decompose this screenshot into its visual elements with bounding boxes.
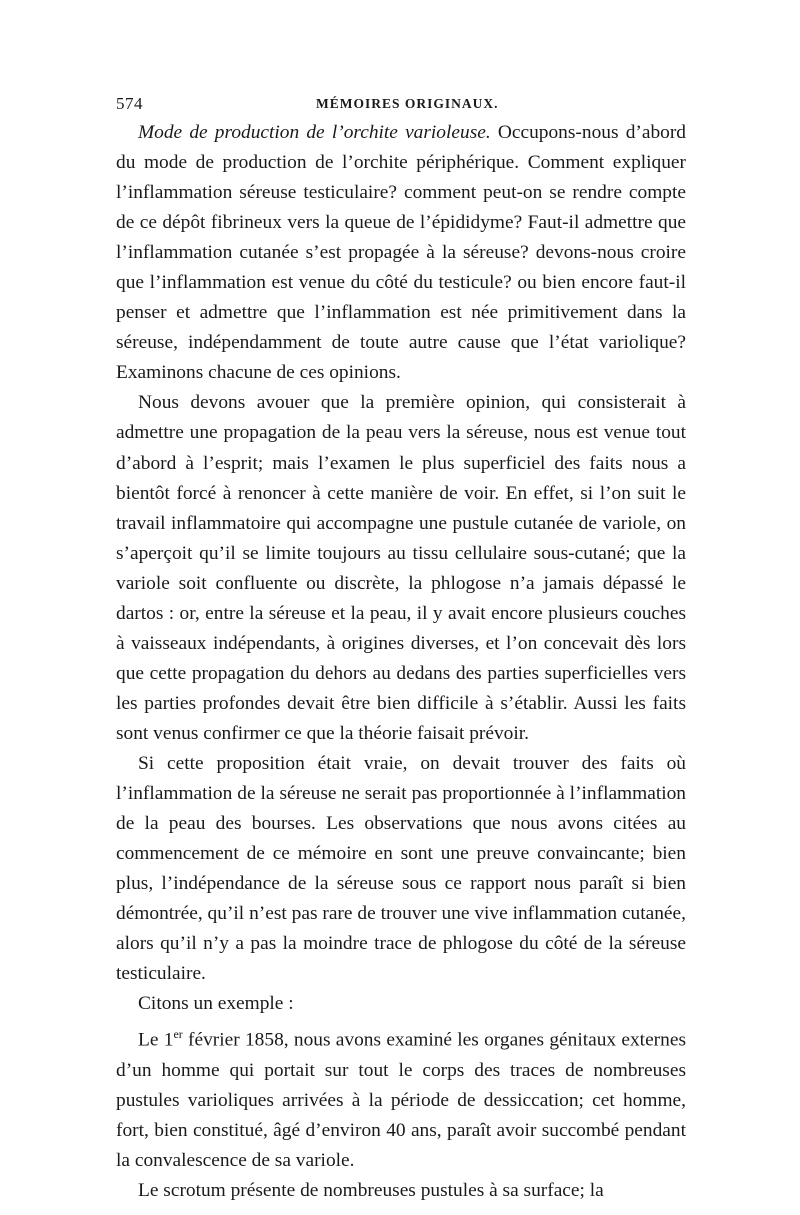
paragraph-1 — [116, 118, 686, 388]
paragraph-4: Citons un exemple : — [138, 993, 294, 1015]
running-title: MÉMOIRES ORIGINAUX. — [316, 96, 499, 111]
book-page — [116, 92, 686, 1206]
example-ordinal-suffix: er — [173, 1027, 183, 1042]
example-ordinal-number: 1 — [163, 1029, 174, 1051]
paragraph-2: Nous devons avouer que la première opinion, qui consisterait à admettre une propagation de la peau vers la séreuse, nous est venue tout d’abord à l’esprit; mais l’examen le plus superficiel des faits nous a bientôt forcé à renoncer à cette manière de voir. En effet, si l’on suit le travail inflammatoire qui accompagne une pustule cutanée de variole, on s’aperçoit qu’il se limite toujours au tissu cellulaire sous-cutané; que la variole soit confluente ou discrète, la phlogose n’a jamais dépassé le dartos : or, entre la séreuse et la peau, il y avait encore plusieurs couches à vaisseaux indépendants, à origines diverses, et l’on concevait dès lors que cette propagation du dehors au dedans des parties superficielles vers les parties profondes devait être bien difficile à s’établir. Aussi les faits sont venus confirmer ce que la théorie faisait prévoir. — [116, 392, 686, 744]
running-head — [116, 92, 686, 118]
page-number: 574 — [116, 94, 143, 113]
paragraph-6: Le scrotum présente de nombreuses pustules à sa surface; la — [138, 1180, 604, 1202]
paragraph-3: Si cette proposition était vraie, on devait trouver des faits où l’inflammation de la séreuse ne serait pas proportionnée à l’inflammation de la peau des bourses. Les observations que nous avons citées au commencement de ce mémoire en sont une preuve convaincante; bien plus, l’indépendance de la séreuse sous ce rapport nous paraît si bien démontrée, qu’il n’est pas rare de trouver une vive inflammation cutanée, alors qu’il n’y a pas la moindre trace de phlogose du côté de la séreuse testiculaire. — [116, 752, 686, 985]
paragraph-5 — [116, 1019, 686, 1176]
body-text — [116, 118, 686, 1206]
example-prefix: Le — [138, 1029, 164, 1051]
section-title: Mode de production de l’orchite varioleuse. — [138, 122, 491, 143]
paragraph-1-text: Occupons-nous d’abord du mode de production de l’orchite périphérique. Comment expliquer l’inflammation séreuse testiculaire? comment peut-on se rendre compte de ce dépôt fibrineux vers la queue de l’épididyme? Faut-il admettre que l’inflammation cutanée s’est propagée à la séreuse? devons-nous croire que l’inflammation est venue du côté du testicule? ou bien encore faut-il penser et admettre que l’inflammation est née primitivement dans la séreuse, indépendamment de toute autre cause que l’état variolique? Examinons chacune de ces opinions. — [116, 122, 686, 384]
example-text: février 1858, nous avons examiné les organes génitaux externes d’un homme qui portait sur tout le corps des traces de nombreuses pustules varioliques arrivées à la période de dessiccation; cet homme, fort, bien constitué, âgé d’environ 40 ans, paraît avoir succombé pendant la convalescence de sa variole. — [116, 1029, 686, 1172]
